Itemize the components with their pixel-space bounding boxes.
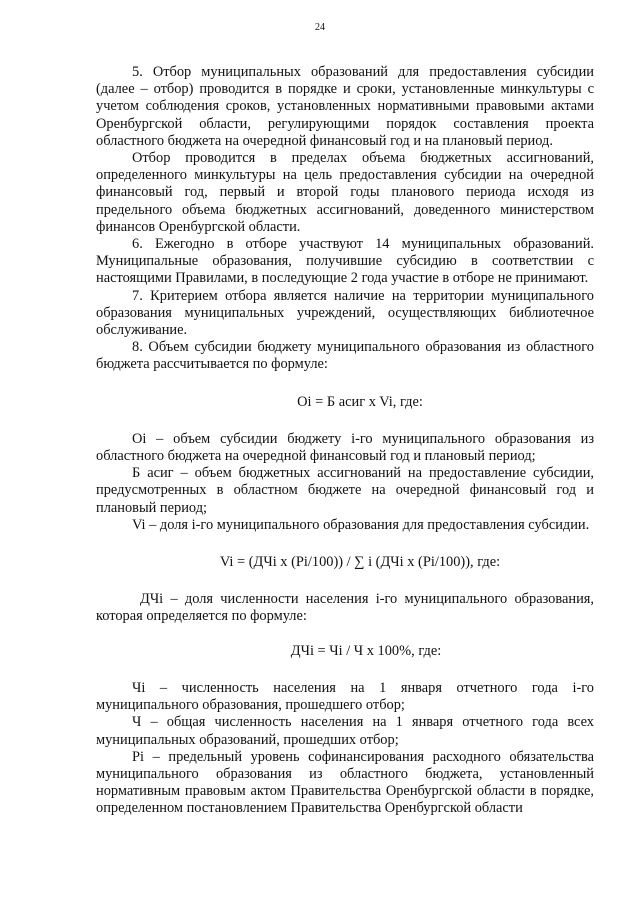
definition-vi: Vi – доля i-го муниципального образования для предоставления субсидии. — [132, 516, 590, 533]
definition-ch: Ч – общая численность населения на 1 января отчетного года всех муниципальных образований, прошедших отбор; — [96, 714, 594, 748]
page-number: 24 — [315, 22, 325, 33]
definition-chi: Чi – численность населения на 1 января отчетного года i-го муниципального образования, прошедшего отбор; — [96, 679, 594, 714]
definition-b-asig: Б асиг – объем бюджетных ассигнований на предоставление субсидии, предусмотренных в областном бюджете на очередной финансовый год и плановый период; — [96, 465, 594, 516]
formula-population-share: ДЧi = Чi / Ч x 100%, где: — [290, 642, 442, 659]
definition-pi: Pi – предельный уровень софинансирования расходного обязательства муниципального образования из областного бюджета, установленный нормативным правовым актом Правительства Оренбургской области в порядке, определенном постановлением Правительства Оренбургской области — [96, 748, 594, 817]
definition-dchi: ДЧi – доля численности населения i-го муниципального образования, которая определяется по формуле: — [96, 591, 594, 625]
formula-subsidy-volume: Oi = Б асиг x Vi, где: — [297, 393, 423, 410]
paragraph-7: 7. Критерием отбора является наличие на территории муниципального образования муниципальных учреждений, осуществляющих библиотечное обслуживание. — [96, 287, 594, 339]
paragraph-8: 8. Объем субсидии бюджету муниципального образования из областного бюджета рассчитывается по формуле: — [96, 339, 594, 373]
document-body — [96, 64, 594, 818]
paragraph-5-continued: Отбор проводится в пределах объема бюджетных ассигнований, определенного минкультуры на цель предоставления субсидии на очередной финансовый год, первый и второй годы планового периода исходя из предельного объема бюджетных ассигнований, доведенного министерством финансов Оренбургской области. — [96, 150, 594, 235]
paragraph-5: 5. Отбор муниципальных образований для предоставления субсидии (далее – отбор) проводится в порядке и сроки, установленные минкультуры с учетом соблюдения сроков, установленных нормативными правовыми актами Оренбургской области, регулирующими порядок составления проекта областного бюджета на очередной финансовый год и на плановый период. — [96, 64, 594, 149]
paragraph-6: 6. Ежегодно в отборе участвуют 14 муниципальных образований. Муниципальные образования, получившие субсидию в соответствии с настоящими Правилами, в последующие 2 года участие в отборе не принимают. — [96, 236, 594, 287]
formula-share-vi: Vi = (ДЧi x (Pi/100)) / ∑ i (ДЧi x (Pi/100)), где: — [219, 554, 501, 571]
definition-oi: Oi – объем субсидии бюджету i-го муниципального образования из областного бюджета на очередной финансовый год и плановый период; — [96, 430, 594, 465]
